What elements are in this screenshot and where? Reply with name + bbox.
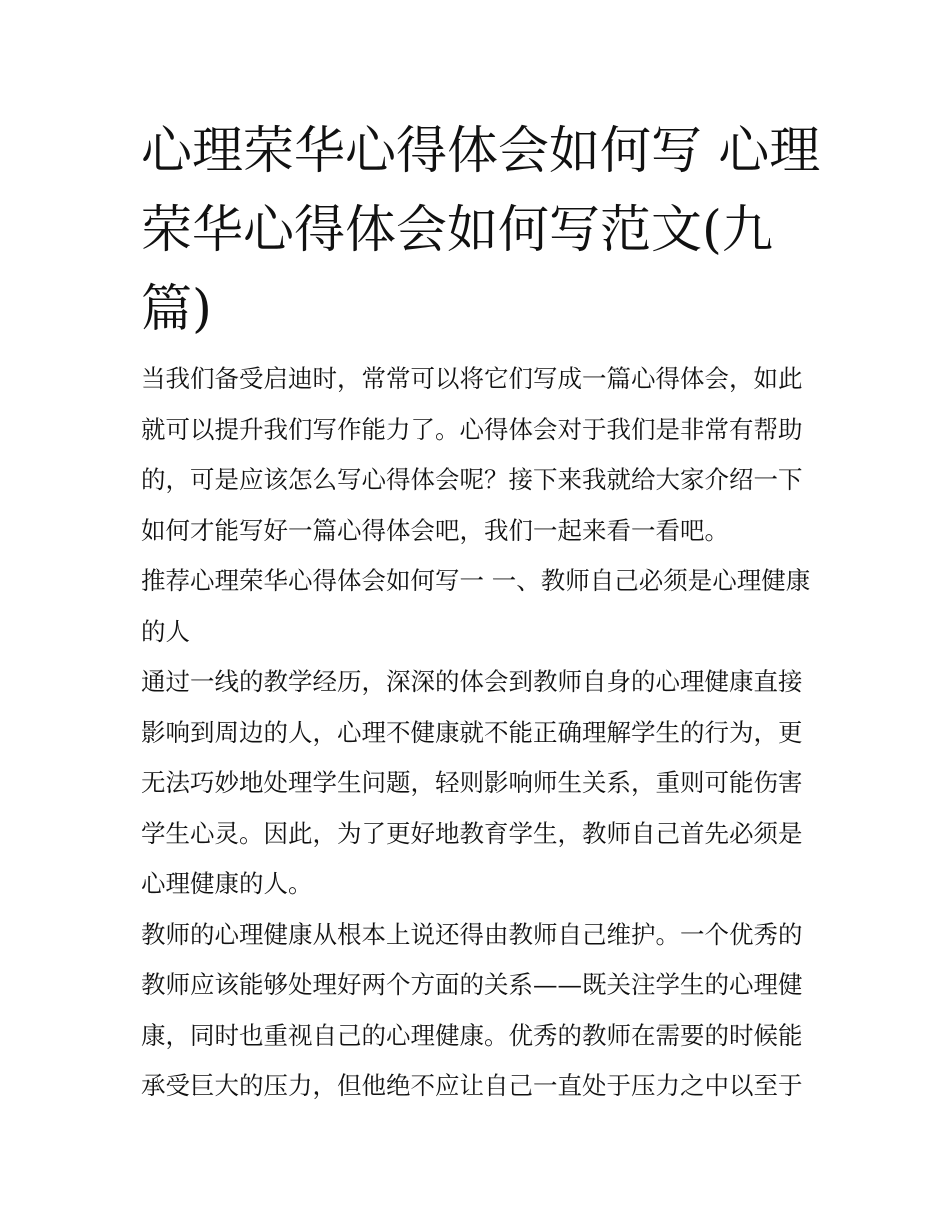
body-paragraph: 通过一线的教学经历，深深的体会到教师自身的心理健康直接影响到周边的人，心理不健康就不能正确理解学生的行为，更无法巧妙地处理学生问题，轻则影响师生关系，重则可能伤害学生心灵。因此，为了更好地教育学生，教师自己首先必须是心理健康的人。 [141, 667, 803, 898]
intro-paragraph: 当我们备受启迪时，常常可以将它们写成一篇心得体会，如此就可以提升我们写作能力了。心得体会对于我们是非常有帮助的，可是应该怎么写心得体会呢？接下来我就给大家介绍一下如何才能写好一篇心得体会吧，我们一起来看一看吧。 [141, 364, 803, 545]
body-paragraph: 教师的心理健康从根本上说还得由教师自己维护。一个优秀的教师应该能够处理好两个方面的关系——既关注学生的心理健康，同时也重视自己的心理健康。优秀的教师在需要的时候能承受巨大的压力，但他绝不应让自己一直处于压力之中以至于 [141, 919, 803, 1100]
document-title: 心理荣华心得体会如何写 心理荣华心得体会如何写范文(九篇) [141, 122, 821, 339]
document-body [141, 354, 817, 1112]
section-heading-paragraph: 推荐心理荣华心得体会如何写一 一、教师自己必须是心理健康的人 [141, 566, 811, 646]
